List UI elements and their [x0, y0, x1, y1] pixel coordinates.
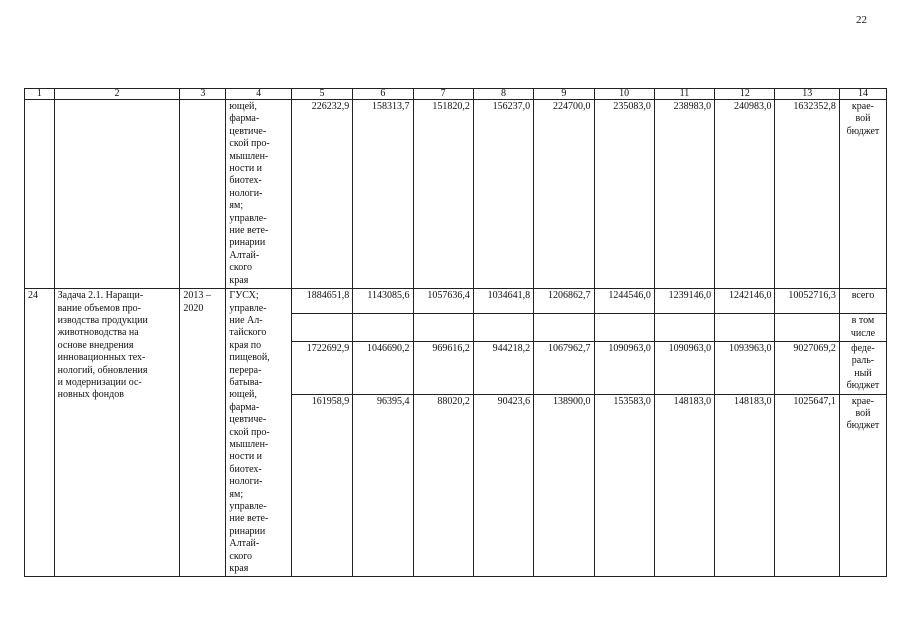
task-lines — [58, 290, 177, 402]
header-cell: 3 — [180, 89, 226, 100]
executor-cell — [226, 100, 291, 289]
text-line: батыва- — [229, 376, 263, 388]
text-line: и модернизации ос- — [57, 376, 142, 388]
text-line: новных фондов — [57, 389, 124, 401]
text-line: ние Ал- — [229, 314, 263, 326]
value-cell: 148183,0 — [654, 394, 714, 577]
row-number-cell: 24 — [25, 289, 55, 577]
continuation-row — [25, 100, 887, 289]
value-cell: 1034641,8 — [473, 289, 533, 314]
value-cell: 1093963,0 — [715, 341, 775, 394]
header-cell: 12 — [715, 89, 775, 100]
text-line: 2020 — [183, 302, 204, 314]
text-line: бюджет — [846, 125, 880, 137]
funding-source-lines — [843, 343, 883, 393]
row24-total — [25, 289, 887, 314]
period-cell — [180, 289, 226, 577]
text-line: ского — [229, 262, 253, 274]
value-cell: 224700,0 — [534, 100, 594, 289]
value-cell: 1046690,2 — [353, 341, 413, 394]
funding-source-cell — [839, 100, 886, 289]
text-line: управле- — [229, 212, 267, 224]
text-line: ям; — [229, 488, 244, 500]
value-cell: 1143085,6 — [353, 289, 413, 314]
header-cell: 14 — [839, 89, 886, 100]
value-cell: 151820,2 — [413, 100, 473, 289]
value-cell: 138900,0 — [534, 394, 594, 577]
value-cell: 226232,9 — [291, 100, 352, 289]
text-line: изводства продукции — [57, 314, 148, 326]
value-cell: 238983,0 — [654, 100, 714, 289]
funding-source-lines — [843, 396, 883, 433]
header-cell: 7 — [413, 89, 473, 100]
empty-value-cell — [413, 314, 473, 342]
header-cell: 11 — [654, 89, 714, 100]
text-line: края — [229, 563, 249, 575]
text-line: числе — [850, 327, 876, 339]
funding-source-cell — [839, 314, 886, 342]
value-cell: 1239146,0 — [654, 289, 714, 314]
text-line: ности и — [229, 163, 263, 175]
text-line: биотех- — [229, 175, 262, 187]
funding-source-cell — [839, 341, 886, 394]
text-line: ный — [854, 367, 872, 379]
empty-value-cell — [353, 314, 413, 342]
text-line: нологий, обновления — [57, 364, 148, 376]
text-line: ГУСХ; — [229, 290, 259, 302]
text-line: ние вете- — [229, 513, 269, 525]
text-line: биотех- — [229, 463, 262, 475]
text-line: цевтиче- — [229, 125, 267, 137]
header-cell: 9 — [534, 89, 594, 100]
value-cell: 1722692,9 — [291, 341, 352, 394]
text-line: вой — [855, 113, 871, 125]
value-cell: 235083,0 — [594, 100, 654, 289]
text-line: ринарии — [229, 525, 266, 537]
value-cell: 969616,2 — [413, 341, 473, 394]
empty-value-cell — [594, 314, 654, 342]
page-number: 22 — [856, 14, 867, 26]
text-line: фарма- — [229, 113, 260, 125]
row-number-cell — [25, 100, 55, 289]
funding-source-cell — [839, 394, 886, 577]
text-line: в том — [851, 315, 875, 327]
text-line: вой — [855, 407, 871, 419]
funding-source-lines — [843, 101, 883, 138]
value-cell: 1206862,7 — [534, 289, 594, 314]
value-cell: 96395,4 — [353, 394, 413, 577]
total-value-cell: 9027069,2 — [775, 341, 839, 394]
value-cell: 90423,6 — [473, 394, 533, 577]
funding-source-lines — [843, 315, 883, 340]
empty-value-cell — [534, 314, 594, 342]
value-cell: 1090963,0 — [654, 341, 714, 394]
text-line: ющей, — [229, 101, 257, 112]
text-line: края — [229, 274, 249, 286]
executor-lines — [229, 290, 287, 575]
header-cell: 4 — [226, 89, 291, 100]
text-line: Алтай- — [229, 538, 260, 550]
text-line: цевтиче- — [229, 414, 267, 426]
text-line: мышлен- — [229, 150, 269, 162]
text-line: ской про- — [229, 138, 270, 150]
value-cell: 240983,0 — [715, 100, 775, 289]
text-line: управле- — [229, 501, 267, 512]
period-cell — [180, 100, 226, 289]
value-cell: 1884651,8 — [291, 289, 352, 314]
text-line: крае- — [851, 101, 874, 112]
header-cell: 13 — [775, 89, 839, 100]
header-cell: 8 — [473, 89, 533, 100]
value-cell: 156237,0 — [473, 100, 533, 289]
task-cell — [54, 289, 180, 577]
text-line: инновационных тех- — [57, 352, 146, 364]
text-line: ности и — [229, 451, 263, 463]
text-line: животноводства на — [57, 327, 139, 339]
text-line: 2013 – — [183, 290, 211, 302]
value-cell: 88020,2 — [413, 394, 473, 577]
text-line: мышлен- — [229, 438, 269, 450]
period-lines — [183, 290, 222, 315]
text-line: ям; — [229, 200, 244, 212]
empty-value-cell — [715, 314, 775, 342]
empty-value-cell — [291, 314, 352, 342]
header-row — [25, 89, 887, 100]
text-line: раль- — [851, 355, 875, 367]
text-line: крае- — [851, 395, 874, 407]
total-value-cell: 10052716,3 — [775, 289, 839, 314]
value-cell: 158313,7 — [353, 100, 413, 289]
header-cell: 5 — [291, 89, 352, 100]
task-cell — [54, 100, 180, 289]
funding-source-cell: всего — [839, 289, 886, 314]
value-cell: 161958,9 — [291, 394, 352, 577]
text-line: фарма- — [229, 401, 260, 413]
text-line: ние вете- — [229, 225, 269, 237]
program-funding-table — [24, 88, 887, 577]
total-value-cell: 1632352,8 — [775, 100, 839, 289]
value-cell: 1244546,0 — [594, 289, 654, 314]
value-cell: 944218,2 — [473, 341, 533, 394]
header-cell: 1 — [25, 89, 55, 100]
empty-value-cell — [775, 314, 839, 342]
text-line: бюджет — [846, 420, 880, 432]
text-line: ской про- — [229, 426, 270, 438]
text-line: ского — [229, 550, 253, 562]
text-line: края по — [229, 339, 262, 351]
text-line: ющей, — [229, 389, 257, 401]
text-line: вание объемов про- — [57, 302, 141, 314]
header-cell: 10 — [594, 89, 654, 100]
text-line: Алтай- — [229, 249, 260, 261]
text-line: управле- — [229, 302, 267, 314]
text-line: бюджет — [846, 380, 880, 392]
executor-lines — [229, 101, 287, 287]
executor-cell — [226, 289, 291, 577]
header-cell: 2 — [54, 89, 180, 100]
header-cell: 6 — [353, 89, 413, 100]
total-value-cell: 1025647,1 — [775, 394, 839, 577]
text-line: нологи- — [229, 187, 263, 199]
value-cell: 1242146,0 — [715, 289, 775, 314]
text-line: Задача 2.1. Наращи- — [57, 290, 144, 302]
value-cell: 153583,0 — [594, 394, 654, 577]
text-line: перера- — [229, 364, 262, 376]
value-cell: 148183,0 — [715, 394, 775, 577]
text-line: феде- — [851, 342, 875, 354]
text-line: основе внедрения — [57, 339, 134, 351]
text-line: тайского — [229, 327, 267, 339]
empty-value-cell — [654, 314, 714, 342]
text-line: пищевой, — [229, 352, 270, 364]
value-cell: 1090963,0 — [594, 341, 654, 394]
text-line: нологи- — [229, 476, 263, 488]
value-cell: 1057636,4 — [413, 289, 473, 314]
value-cell: 1067962,7 — [534, 341, 594, 394]
text-line: ринарии — [229, 237, 266, 249]
empty-value-cell — [473, 314, 533, 342]
